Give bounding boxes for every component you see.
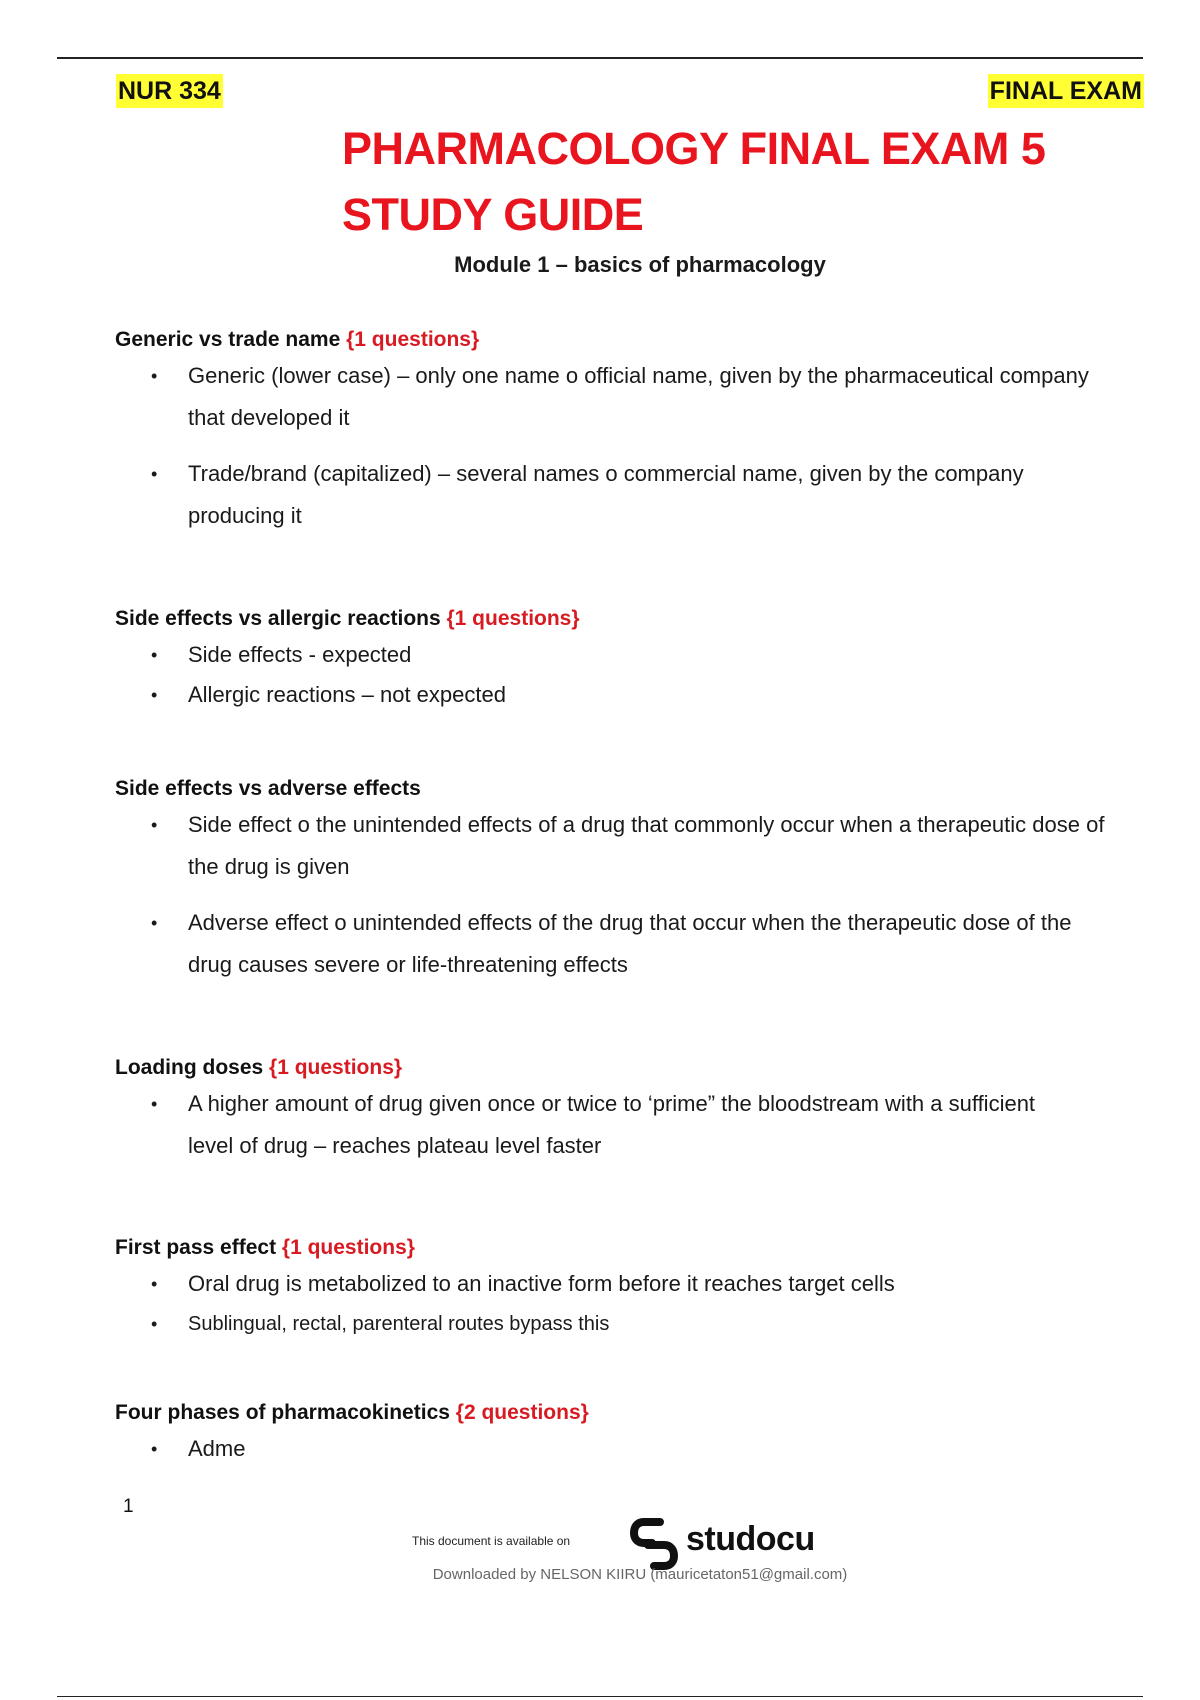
studocu-brand[interactable]: studocu bbox=[686, 1520, 815, 1558]
section-heading-text: Side effects vs adverse effects bbox=[115, 777, 421, 800]
list-item: • Oral drug is metabolized to an inactive form before it reaches target cells bbox=[115, 1263, 1095, 1305]
module-subtitle: Module 1 – basics of pharmacology bbox=[454, 252, 826, 277]
list-item: • A higher amount of drug given once or twice to ‘prime” the bloodstream with a sufficient level of drug – reaches plateau level faster bbox=[115, 1083, 1068, 1167]
section-first-pass bbox=[115, 1233, 1095, 1345]
section-pharmacokinetics bbox=[115, 1398, 1095, 1470]
section-heading bbox=[115, 325, 1095, 355]
section-generic-vs-trade bbox=[115, 325, 1095, 537]
bullet-list bbox=[115, 1263, 1095, 1345]
section-heading-text: Side effects vs allergic reactions bbox=[115, 607, 447, 630]
section-side-vs-allergic bbox=[115, 604, 1095, 716]
bullet-list bbox=[115, 634, 1095, 716]
list-item: • Allergic reactions – not expected bbox=[115, 674, 1095, 716]
question-count: {2 questions} bbox=[455, 1401, 589, 1424]
question-count: {1 questions} bbox=[346, 328, 480, 351]
bullet-list bbox=[115, 1083, 1095, 1167]
section-side-vs-adverse bbox=[115, 774, 1105, 986]
section-heading-text: Loading doses bbox=[115, 1056, 270, 1079]
bottom-rule bbox=[57, 1696, 1143, 1697]
list-item: • Adverse effect o unintended effects of the drug that occur when the therapeutic dose of the drug causes severe or life-threatening effects bbox=[115, 902, 1108, 986]
page-title bbox=[342, 116, 1102, 248]
exam-type-label: FINAL EXAM bbox=[988, 74, 1144, 108]
top-rule bbox=[57, 57, 1143, 59]
downloaded-by-text: Downloaded by NELSON KIIRU (mauricetaton51@gmail.com) bbox=[432, 1566, 848, 1583]
section-loading-doses bbox=[115, 1053, 1095, 1167]
available-on-text: This document is available on bbox=[412, 1534, 571, 1548]
title-line-2: STUDY GUIDE bbox=[342, 189, 644, 240]
course-code-label: NUR 334 bbox=[116, 74, 223, 108]
section-heading bbox=[115, 1233, 1095, 1263]
list-item: • Sublingual, rectal, parenteral routes bypass this bbox=[115, 1303, 1095, 1345]
bullet-list bbox=[115, 804, 1105, 986]
section-heading bbox=[115, 1053, 1095, 1083]
question-count: {1 questions} bbox=[446, 607, 580, 630]
page-number: 1 bbox=[123, 1496, 134, 1517]
studocu-logo-icon bbox=[630, 1518, 678, 1570]
list-item: • Trade/brand (capitalized) – several names o commercial name, given by the company producing it bbox=[115, 453, 1108, 537]
studocu-footer bbox=[410, 1512, 860, 1572]
section-heading bbox=[115, 774, 1095, 804]
bullet-list bbox=[115, 355, 1095, 537]
list-item: • Side effects - expected bbox=[115, 634, 1095, 676]
list-item: • Side effect o the unintended effects of a drug that commonly occur when a therapeutic dose of the drug is given bbox=[115, 804, 1108, 888]
bullet-list bbox=[115, 1428, 1095, 1470]
section-heading-text: Four phases of pharmacokinetics bbox=[115, 1401, 456, 1424]
section-heading bbox=[115, 1398, 1095, 1428]
section-heading-text: Generic vs trade name bbox=[115, 328, 347, 351]
question-count: {1 questions} bbox=[281, 1236, 415, 1259]
question-count: {1 questions} bbox=[269, 1056, 403, 1079]
list-item: • Generic (lower case) – only one name o official name, given by the pharmaceutical company that developed it bbox=[115, 355, 1108, 439]
title-line-1: PHARMACOLOGY FINAL EXAM 5 bbox=[342, 123, 1046, 174]
section-heading-text: First pass effect bbox=[115, 1236, 282, 1259]
section-heading bbox=[115, 604, 1095, 634]
list-item: • Adme bbox=[115, 1428, 1095, 1470]
